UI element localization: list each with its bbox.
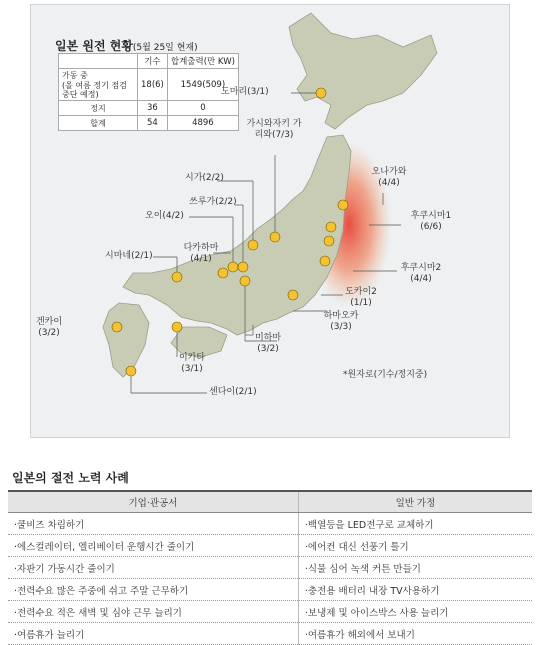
status-row-stopped bbox=[59, 101, 239, 116]
marker-takahama bbox=[218, 268, 228, 278]
efforts-row bbox=[8, 579, 532, 601]
marker-hamaoka bbox=[288, 290, 298, 300]
plant-name: 후쿠시마1 bbox=[410, 211, 452, 221]
map-title bbox=[55, 37, 198, 54]
plant-label-takahama bbox=[179, 243, 223, 265]
plant-label-fukushima2 bbox=[399, 263, 443, 285]
plant-name: 시마네 bbox=[105, 251, 132, 261]
plant-label-fukushima1 bbox=[409, 211, 453, 233]
efforts-household-item: ·에어컨 대신 선풍기 틀기 bbox=[298, 535, 532, 557]
marker-ikata bbox=[172, 322, 182, 332]
plant-label-oi bbox=[145, 211, 184, 222]
plant-label-mihama bbox=[251, 333, 285, 355]
plant-count: (7/3) bbox=[271, 130, 294, 140]
plant-count: (2/2) bbox=[202, 173, 224, 183]
status-row-count: 54 bbox=[138, 116, 168, 131]
efforts-row bbox=[8, 557, 532, 579]
status-row-count: 18(6) bbox=[138, 69, 168, 101]
marker-kashiwazaki bbox=[270, 232, 280, 242]
marker-genkai bbox=[112, 322, 122, 332]
status-row-label-note: (올 여름 정기 점검 중단 예정) bbox=[62, 81, 127, 99]
efforts-header-business: 기업·관공서 bbox=[8, 491, 298, 513]
plant-count: (3/1) bbox=[247, 87, 269, 97]
status-row-total bbox=[59, 116, 239, 131]
plant-name: 오나가와 bbox=[371, 167, 407, 177]
plant-count: (1/1) bbox=[350, 298, 372, 308]
efforts-row bbox=[8, 535, 532, 557]
marker-shiga bbox=[248, 240, 258, 250]
efforts-row bbox=[8, 601, 532, 623]
plant-name: 미하마 bbox=[254, 333, 282, 343]
plant-count: (3/1) bbox=[181, 364, 203, 374]
status-table-header bbox=[59, 54, 239, 69]
plant-label-sendai bbox=[209, 387, 257, 398]
plant-name: 후쿠시마2 bbox=[400, 263, 442, 273]
plant-label-genkai bbox=[33, 317, 65, 339]
power-saving-efforts-table bbox=[8, 490, 532, 645]
japan-nuclear-map bbox=[30, 4, 510, 438]
status-header-blank bbox=[59, 54, 138, 69]
marker-fukushima2 bbox=[324, 236, 334, 246]
marker-mihama bbox=[240, 276, 250, 286]
status-row-label-text: 가동 중 bbox=[62, 71, 88, 80]
plant-label-tokai2 bbox=[343, 287, 379, 309]
marker-oi bbox=[228, 262, 238, 272]
plant-label-kashiwazaki bbox=[243, 119, 305, 141]
plant-label-onagawa bbox=[369, 167, 409, 189]
plant-name: 가시와자키 가리와 bbox=[246, 119, 302, 140]
plant-count: (2/1) bbox=[131, 251, 153, 261]
plant-label-shiga bbox=[185, 173, 224, 184]
plant-count: (4/4) bbox=[378, 178, 400, 188]
map-footnote: *원자로(기수/정지중) bbox=[343, 370, 428, 380]
status-header-output: 합계출력(만 KW) bbox=[167, 54, 238, 69]
plant-count: (4/1) bbox=[190, 254, 212, 264]
status-row-label bbox=[59, 69, 138, 101]
marker-tokai2 bbox=[320, 256, 330, 266]
status-row-label: 합계 bbox=[59, 116, 138, 131]
status-row-label: 정지 bbox=[59, 101, 138, 116]
efforts-title: 일본의 절전 노력 사례 bbox=[12, 471, 129, 485]
plant-label-shimane bbox=[105, 251, 153, 262]
status-row-count: 36 bbox=[138, 101, 168, 116]
plant-count: (3/2) bbox=[257, 344, 279, 354]
status-header-count: 기수 bbox=[138, 54, 168, 69]
plant-name: 도카이2 bbox=[345, 287, 377, 297]
plant-label-tomari bbox=[221, 87, 269, 98]
efforts-business-item: ·전력수요 적은 새벽 및 심야 근무 늘리기 bbox=[8, 601, 298, 623]
plant-count: (3/2) bbox=[38, 328, 60, 338]
efforts-business-item: ·자판기 가동시간 줄이기 bbox=[8, 557, 298, 579]
efforts-household-item: ·식물 심어 녹색 커튼 만들기 bbox=[298, 557, 532, 579]
plant-name: 이카타 bbox=[178, 353, 206, 363]
hokkaido-island bbox=[289, 13, 437, 129]
marker-sendai bbox=[126, 366, 136, 376]
map-subtitle: (5월 25일 현재) bbox=[132, 43, 198, 53]
honshu-island bbox=[123, 135, 351, 335]
efforts-row bbox=[8, 623, 532, 645]
plant-name: 시가 bbox=[185, 173, 203, 183]
plant-label-ikata bbox=[175, 353, 209, 375]
plant-name: 도마리 bbox=[221, 87, 248, 97]
plant-name: 오이 bbox=[145, 211, 163, 221]
map-title-text: 일본 원전 현황 bbox=[55, 39, 133, 53]
plant-count: (4/4) bbox=[410, 274, 432, 284]
plant-label-hamaoka bbox=[319, 311, 363, 333]
marker-tomari bbox=[316, 88, 326, 98]
kyushu-island bbox=[103, 303, 149, 377]
plant-label-tsuruga bbox=[189, 197, 237, 208]
status-row-output: 0 bbox=[167, 101, 238, 116]
status-row-operating bbox=[59, 69, 239, 101]
plant-name: 다카하마 bbox=[183, 243, 219, 253]
plant-count: (6/6) bbox=[420, 222, 442, 232]
efforts-header-row bbox=[8, 491, 532, 513]
efforts-row bbox=[8, 513, 532, 535]
plant-name: 쓰루가 bbox=[189, 197, 216, 207]
efforts-household-item: ·여름휴가 해외에서 보내기 bbox=[298, 623, 532, 645]
marker-fukushima1 bbox=[326, 222, 336, 232]
plant-name: 하마오카 bbox=[323, 311, 359, 321]
marker-onagawa bbox=[338, 200, 348, 210]
marker-tsuruga bbox=[238, 262, 248, 272]
efforts-household-item: ·충전용 배터리 내장 TV사용하기 bbox=[298, 579, 532, 601]
plant-count: (3/3) bbox=[330, 322, 352, 332]
efforts-household-item: ·백열등을 LED전구로 교체하기 bbox=[298, 513, 532, 535]
status-row-output: 4896 bbox=[167, 116, 238, 131]
plant-count: (2/1) bbox=[235, 387, 257, 397]
plant-count: (2/2) bbox=[215, 197, 237, 207]
efforts-business-item: ·여름휴가 늘리기 bbox=[8, 623, 298, 645]
efforts-header-household: 일반 가정 bbox=[298, 491, 532, 513]
plant-name: 센다이 bbox=[209, 387, 236, 397]
efforts-business-item: ·에스컬레이터, 엘리베이터 운행시간 줄이기 bbox=[8, 535, 298, 557]
efforts-household-item: ·보냉제 및 아이스박스 사용 늘리기 bbox=[298, 601, 532, 623]
plant-count: (4/2) bbox=[162, 211, 184, 221]
plant-status-table bbox=[58, 53, 239, 131]
efforts-business-item: ·쿨비즈 차림하기 bbox=[8, 513, 298, 535]
marker-shimane bbox=[172, 272, 182, 282]
status-row-output: 1549(509) bbox=[167, 69, 238, 101]
efforts-business-item: ·전력수요 많은 주중에 쉬고 주말 근무하기 bbox=[8, 579, 298, 601]
plant-name: 겐카이 bbox=[35, 317, 63, 327]
